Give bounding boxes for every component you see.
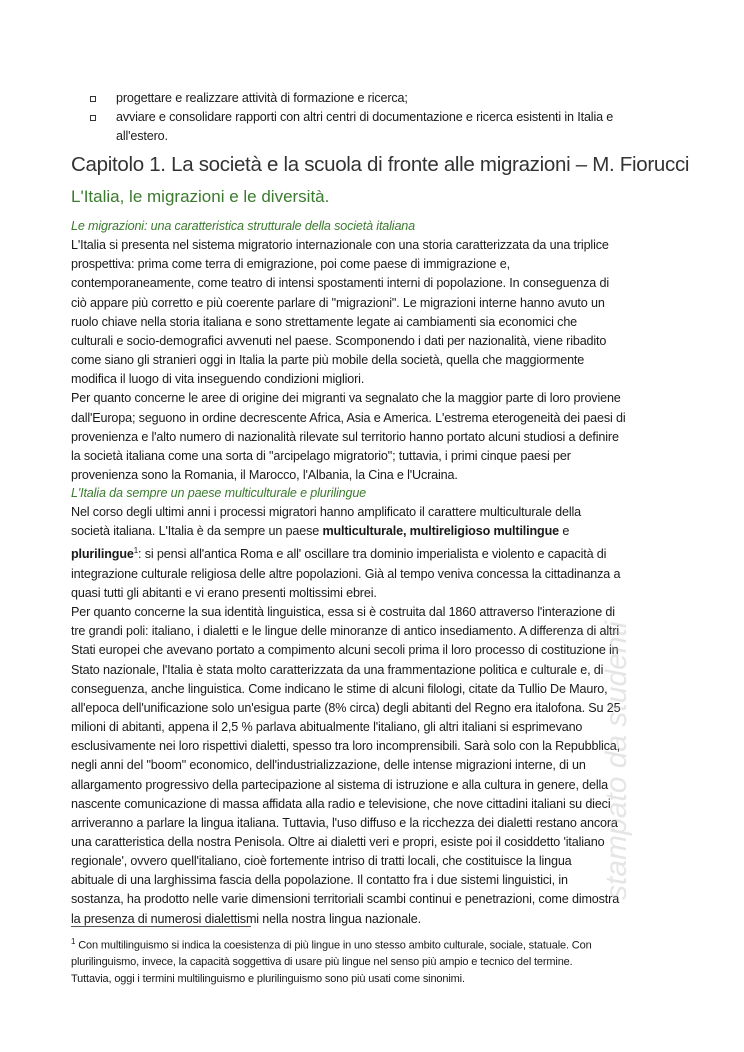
text-line: arriveranno a parlare la lingua italiana. Tuttavia, l'uso diffuso e la ricchezza dei dialetti restano ancora [71, 815, 618, 830]
text: e [558, 524, 570, 539]
text-line: Stato nazionale, l'Italia è stata molto caratterizzata da una frammentazione politica e culturale e, di [71, 662, 604, 677]
text-line: abituale di una larghissima fascia della popolazione. Il contatto fra i due sistemi linguistici, in [71, 873, 568, 888]
text-line: integrazione culturale religiosa delle altre popolazioni. Già al tempo veniva concessa la cittadinanza a [71, 566, 621, 581]
text: : si pensi all'antica Roma e all' oscillare tra dominio imperialista e violento e capacità di [138, 547, 607, 562]
bold-term: multiculturale [322, 524, 403, 539]
text: , [402, 524, 410, 539]
text-line: prospettiva: prima come terra di emigrazione, poi come paese di immigrazione e, [71, 257, 510, 272]
text-line: regionale', ovvero quell'italiano, cioè fortemente intriso di tratti locali, che costituisce la lingua [71, 854, 572, 869]
text-line: nascente comunicazione di massa affidata alla radio e televisione, che nove cittadini italiani su dieci [71, 796, 611, 811]
text-line: come siano gli stranieri oggi in Italia la parte più mobile della società, quella che maggiormente [71, 353, 585, 368]
text-line: ciò appare più corretto e più coerente parlare di "migrazioni". Le migrazioni interne hanno avuto un [71, 295, 605, 310]
bullet-text: avviare e consolidare rapporti con altri centri di documentazione e ricerca esistenti in Italia e [116, 110, 614, 125]
text-line: provenienza sono la Romania, il Marocco, l'Albania, la Cina e l'Ucraina. [71, 468, 458, 483]
subsection-title: Le migrazioni: una caratteristica strutturale della società italiana [71, 219, 416, 233]
text-line: Stati europei che avevano portato a compimento alcuni secoli prima il loro processo di costituzione in [71, 643, 619, 658]
text-line: ruolo chiave nella storia italiana e sono strettamente legate ai cambiamenti sia economici che [71, 314, 578, 329]
text-line: dall'Europa; seguono in ordine decrescente Africa, Asia e America. L'estrema eterogeneità dei paesi di [71, 410, 626, 425]
bullet-item [90, 108, 613, 146]
subsection-migrazioni [71, 217, 625, 485]
bold-term: multireligioso multilingue [409, 524, 559, 539]
section-title: L'Italia, le migrazioni e le diversità. [71, 187, 330, 206]
footnote-separator [71, 926, 251, 927]
text-line: la presenza di numerosi dialettismi nella nostra lingua nazionale. [71, 911, 421, 926]
text-line: sostanza, ha prodotto nelle varie dimensioni territoriali scambi continui e penetrazioni, come dimostra [71, 892, 620, 907]
paragraph [71, 565, 620, 929]
text-line: Per quanto concerne le aree di origine dei migranti va segnalato che la maggior parte di loro proviene [71, 391, 621, 406]
text-line: quasi tutti gli abitanti e vi erano presenti moltissimi ebrei. [71, 585, 377, 600]
text-line: la società italiana come una sorta di "arcipelago migratorio"; tuttavia, i primi cinque paesi per [71, 448, 571, 463]
subsection-multiculturale [71, 484, 620, 929]
text-line: L'Italia si presenta nel sistema migratorio internazionale con una storia caratterizzata da una triplice [71, 238, 609, 253]
bold-term: plurilingue [71, 547, 134, 562]
bullet-text: progettare e realizzare attività di formazione e ricerca; [116, 91, 408, 105]
footnote-ref[interactable]: 1 [133, 546, 139, 556]
footnote-line: plurilinguismo, invece, la capacità soggettiva di usare più lingue nel senso più ampio e tecnico del termine. [71, 956, 573, 969]
text-line: tre grandi poli: italiano, i dialetti e le lingue delle minoranze di antico insediamento. A differenza di altri [71, 624, 620, 639]
footnote-line: Tuttavia, oggi i termini multilinguismo e plurilinguismo sono più usati come sinonimi. [71, 972, 465, 985]
bullet-square-icon [90, 115, 96, 121]
footnote [71, 934, 592, 987]
chapter-title: Capitolo 1. La società e la scuola di fronte alle migrazioni – M. Fiorucci [71, 153, 690, 176]
footnote-line [71, 934, 592, 954]
text: Con multilinguismo si indica la coesistenza di più lingue in uno stesso ambito culturale, sociale, statuale. Con [75, 939, 592, 952]
bullet-item [90, 89, 613, 108]
text-line: negli anni del "boom" economico, dell'industrializzazione, delle intense migrazioni interne, di un [71, 758, 586, 773]
text-line [71, 541, 620, 564]
paragraph [71, 236, 625, 485]
text-line: allargamento progressivo della partecipazione al sistema di istruzione e alla cultura in genere, della [71, 777, 609, 792]
watermark: stampato da studenti [600, 621, 633, 900]
text-line: culturali e socio-demografici avvenuti nel paese. Scomponendo i dati per nazionalità, viene ribadito [71, 333, 607, 348]
text-line: all'epoca dell'unificazione solo un'esigua parte (8% circa) degli abitanti del Regno era italofona. Su 25 [71, 700, 621, 715]
text: società italiana. L'Italia è da sempre un paese [71, 524, 323, 539]
text-line: esclusivamente nei loro rispettivi dialetti, spesso tra loro incomprensibili. Sarà solo con la Repubblica, [71, 739, 620, 754]
text-line: Nel corso degli ultimi anni i processi migratori hanno amplificato il carattere multiculturale della [71, 505, 581, 520]
bullet-square-icon [90, 96, 96, 102]
text-line: milioni di abitanti, appena il 2,5 % parlava abitualmente l'italiano, gli altri italiani si esprimevano [71, 720, 583, 735]
bullet-text: all'estero. [116, 129, 168, 144]
text-line: Per quanto concerne la sua identità linguistica, essa si è costruita dal 1860 attraverso l'interazione di [71, 605, 615, 620]
text-line: una caratteristica della nostra Penisola. Oltre ai dialetti veri e propri, esiste poi il cosiddetto 'italiano [71, 835, 605, 849]
text-line: conseguenza, anche linguistica. Come indicano le stime di alcuni filologi, citate da Tullio De Mauro, [71, 681, 608, 696]
subsection-title: L'Italia da sempre un paese multiculturale e plurilingue [71, 486, 367, 500]
text-line: modifica il luogo di vita inseguendo condizioni migliori. [71, 372, 365, 387]
text-line [71, 522, 620, 541]
bullet-list [90, 89, 613, 146]
text-line: contemporaneamente, come teatro di intensi spostamenti interni di popolazione. In conseguenza di [71, 276, 609, 291]
text-line: provenienza e l'alto numero di nazionalità rilevate sul territorio hanno portato alcuni studiosi a definire [71, 429, 619, 444]
footnote-number: 1 [71, 937, 76, 946]
